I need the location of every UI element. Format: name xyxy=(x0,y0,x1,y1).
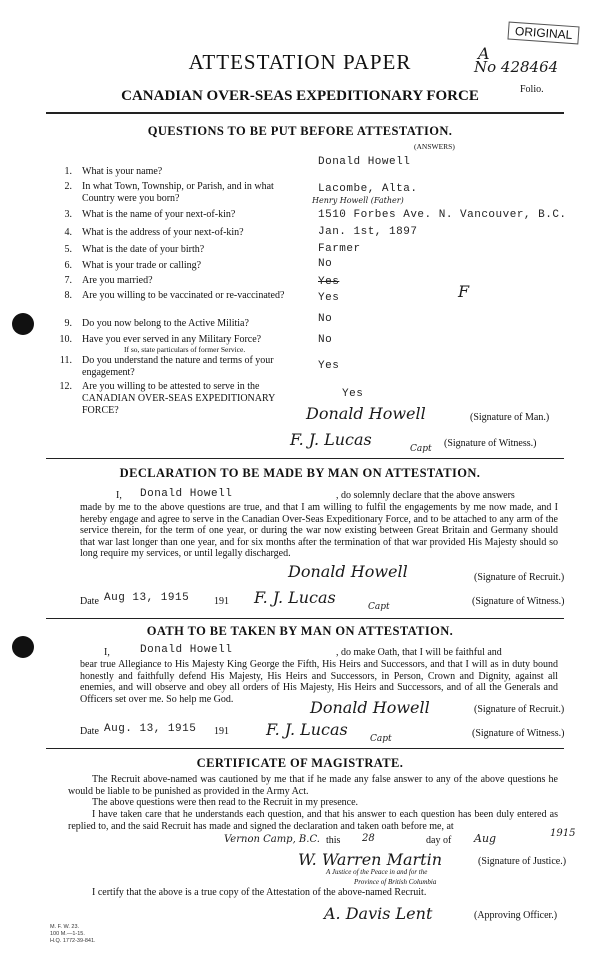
certificate-heading: CERTIFICATE OF MAGISTRATE. xyxy=(196,756,404,770)
oath-year-stub: 191 xyxy=(214,726,229,737)
recruit-signature: Donald Howell xyxy=(288,562,408,581)
question-text: In what Town, Township, or Parish, and in what Country were you born? xyxy=(82,181,274,204)
question-text: Do you understand the nature and terms of your engagement? xyxy=(82,355,274,378)
declaration-text-a: , do solemnly declare that the above answers xyxy=(336,490,515,501)
answer-value: Yes xyxy=(318,276,340,288)
justice-signature: W. Warren Martin xyxy=(298,850,442,869)
answer-value: Lacombe, Alta. xyxy=(318,183,418,195)
answer-value: No xyxy=(318,313,333,325)
declaration-witness-label: (Signature of Witness.) xyxy=(472,596,565,607)
question-number: 8. xyxy=(64,290,72,301)
question-number: 1. xyxy=(64,166,72,177)
certificate-place: Vernon Camp, B.C. xyxy=(224,834,320,845)
punch-hole xyxy=(12,636,34,658)
answer-value: Yes xyxy=(342,388,364,400)
justice-title-2: Province of British Columbia xyxy=(354,878,437,886)
witness-signature: F. J. Lucas xyxy=(290,430,372,449)
certificate-year: 1915 xyxy=(550,828,576,839)
declaration-i: I, xyxy=(116,490,122,501)
recruit-signature-label: (Signature of Recruit.) xyxy=(474,572,565,583)
certificate-paragraph-2: The above questions were then read to the Recruit in my presence. xyxy=(92,797,359,808)
year-stub: 191 xyxy=(214,596,229,607)
declaration-text: made by me to the above questions are true, and that I am willing to fulfil the engagements by me now made, and I hereby engage and agree to serve in the Canadian Over-Seas Expeditionary Force, and to be attached to any arm of the service therein, for the term of one year, or during the war now existing between Great Britain and Germany should that war last longer than one year, and for six months after the termination of that war provided His Majesty should so long require my services, or until legally discharged. xyxy=(80,502,558,559)
question-text: Have you ever served in any Military Force? xyxy=(82,334,262,345)
justice-title-1: A Justice of the Peace in and for the xyxy=(326,868,428,876)
answer-value: Jan. 1st, 1897 xyxy=(318,226,418,238)
questions-heading: QUESTIONS TO BE PUT BEFORE ATTESTATION. xyxy=(147,124,453,138)
question-number: 6. xyxy=(64,260,72,271)
question-text: Are you married? xyxy=(82,275,153,286)
answer-value: Donald Howell xyxy=(318,156,411,168)
answer-value: Farmer xyxy=(318,243,361,255)
answers-label: (ANSWERS) xyxy=(414,142,455,151)
question-text: What is your trade or calling? xyxy=(82,260,202,271)
regimental-number: No 428464 xyxy=(474,58,559,76)
answer-value: 1510 Forbes Ave. N. Vancouver, B.C. xyxy=(318,209,567,221)
witness-rank: Capt xyxy=(410,444,432,454)
oath-name: Donald Howell xyxy=(140,644,233,656)
oath-witness-rank: Capt xyxy=(370,734,392,744)
header-rule xyxy=(46,112,564,114)
question-number: 4. xyxy=(64,227,72,238)
oath-recruit-signature: Donald Howell xyxy=(310,698,430,717)
day-of-label: day of xyxy=(426,835,452,846)
folio-label: Folio. xyxy=(520,84,544,95)
question-text: What is the address of your next-of-kin? xyxy=(82,227,244,238)
officer-signature: A. Davis Lent xyxy=(324,904,433,923)
answer-note: Henry Howell (Father) xyxy=(312,196,404,205)
declaration-heading: DECLARATION TO BE MADE BY MAN ON ATTESTATION. xyxy=(119,466,481,480)
date-label: Date xyxy=(80,596,99,607)
page-title: ATTESTATION PAPER xyxy=(188,50,412,74)
oath-date-label: Date xyxy=(80,726,99,737)
this-label: this xyxy=(326,835,341,846)
original-stamp: ORIGINAL xyxy=(507,22,579,45)
oath-recruit-label: (Signature of Recruit.) xyxy=(474,704,565,715)
officer-signature-label: (Approving Officer.) xyxy=(474,910,558,921)
question-number: 7. xyxy=(64,275,72,286)
question-number: 11. xyxy=(59,355,72,366)
question-text: What is your name? xyxy=(82,166,163,177)
answer-value: Yes xyxy=(318,292,340,304)
justice-signature-label: (Signature of Justice.) xyxy=(478,856,567,867)
section-rule xyxy=(46,748,564,749)
declaration-witness-signature: F. J. Lucas xyxy=(254,588,336,607)
regimental-prefix: A xyxy=(478,44,490,63)
question-number: 3. xyxy=(64,209,72,220)
oath-text: bear true Allegiance to His Majesty King George the Fifth, His Heirs and Successors, and that I will as in duty bound honestly and faithfully defend His Majesty, His Heirs and Successors, in Person, Crown and Dignity, against all enemies, and will observe and obey all orders of His Majesty, His Heirs and Successors, and of all the Generals and Officers set over me. So help me God. xyxy=(80,659,558,705)
certificate-month: Aug xyxy=(474,832,497,845)
oath-text-a: , do make Oath, that I will be faithful and xyxy=(336,647,502,658)
question-number: 2. xyxy=(64,181,72,192)
question-text: Are you willing to be attested to serve in the CANADIAN OVER-SEAS EXPEDITIONARY FORCE? xyxy=(82,381,275,416)
man-signature: Donald Howell xyxy=(306,404,426,423)
answer-value: No xyxy=(318,334,333,346)
question-number: 10. xyxy=(59,334,72,345)
question-text: What is the date of your birth? xyxy=(82,244,205,255)
oath-witness-signature: F. J. Lucas xyxy=(266,720,348,739)
page-subtitle: CANADIAN OVER-SEAS EXPEDITIONARY FORCE xyxy=(121,88,479,104)
oath-date: Aug. 13, 1915 xyxy=(104,723,197,735)
question-number: 12. xyxy=(59,381,72,392)
certificate-paragraph-1: The Recruit above-named was cautioned by me that if he made any false answer to any of the above questions he would be liable to be punished as provided in the Army Act. xyxy=(68,774,558,797)
punch-hole xyxy=(12,313,34,335)
question-footnote: If so, state particulars of former Service. xyxy=(124,345,246,354)
answer-value: Yes xyxy=(318,360,340,372)
man-signature-label: (Signature of Man.) xyxy=(470,412,550,423)
certify-text: I certify that the above is a true copy of the Attestation of the above-named Recruit. xyxy=(92,887,427,898)
answer-value: No xyxy=(318,258,333,270)
oath-witness-label: (Signature of Witness.) xyxy=(472,728,565,739)
oath-heading: OATH TO BE TAKEN BY MAN ON ATTESTATION. xyxy=(146,624,454,638)
question-number: 5. xyxy=(64,244,72,255)
section-rule xyxy=(46,618,564,619)
answer-note: F xyxy=(458,282,470,301)
declaration-date: Aug 13, 1915 xyxy=(104,592,190,604)
declaration-name: Donald Howell xyxy=(140,488,233,500)
certificate-day: 28 xyxy=(362,833,375,844)
certificate-paragraph-3: I have taken care that he understands each question, and that his answer to each question has been duly entered as replied to, and the said Recruit has made and signed the declaration and taken oath before me, at xyxy=(68,809,558,832)
oath-i: I, xyxy=(104,647,110,658)
form-code-1: M. F. W. 23. xyxy=(50,924,80,930)
declaration-witness-rank: Capt xyxy=(368,602,390,612)
witness-signature-label: (Signature of Witness.) xyxy=(444,438,537,449)
question-text: Do you now belong to the Active Militia? xyxy=(82,318,249,329)
section-rule xyxy=(46,458,564,459)
question-text: What is the name of your next-of-kin? xyxy=(82,209,236,220)
question-text: Are you willing to be vaccinated or re-vaccinated? xyxy=(82,290,285,301)
form-code-3: H.Q. 1772-39-841. xyxy=(50,938,96,944)
form-code-2: 100 M.—1-15. xyxy=(50,931,85,937)
question-number: 9. xyxy=(64,318,72,329)
